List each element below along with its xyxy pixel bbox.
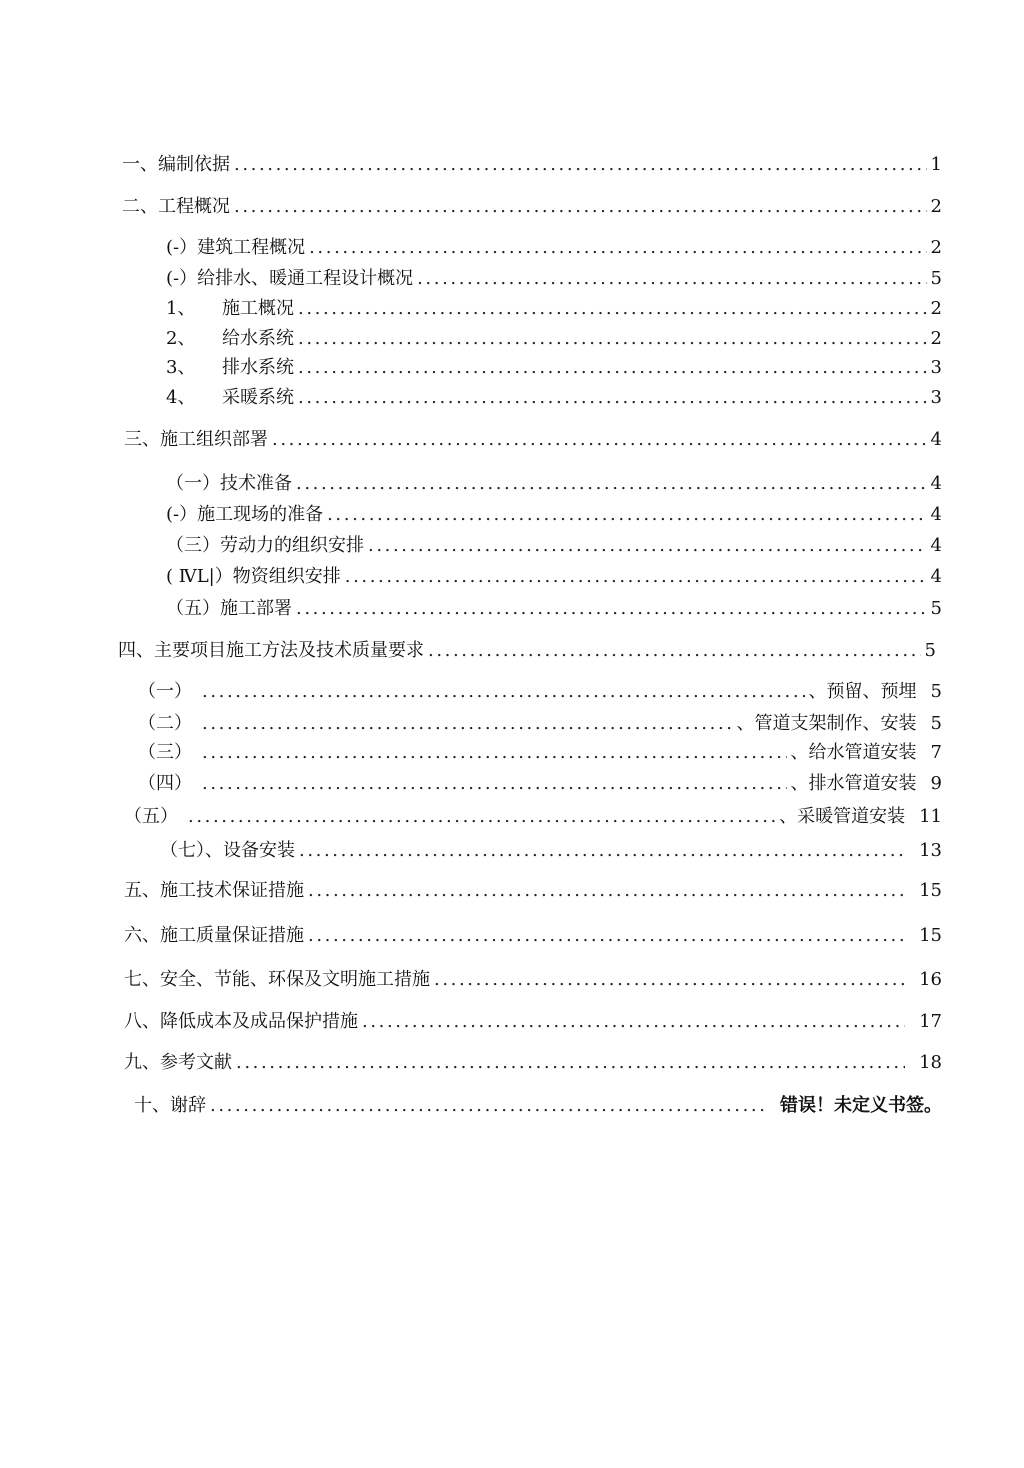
- toc-entry-title: 排水系统: [222, 357, 294, 378]
- toc-entry-prefix: （四）: [138, 773, 192, 794]
- toc-entry-title: 给水系统: [222, 328, 294, 349]
- toc-dot-leader: [272, 425, 927, 455]
- toc-entry[interactable]: [124, 425, 942, 455]
- toc-page-number: 9: [930, 773, 942, 794]
- toc-entry-title: (-）建筑工程概况: [166, 237, 306, 258]
- toc-dot-leader: [428, 636, 921, 666]
- toc-entry[interactable]: [166, 294, 942, 324]
- toc-dot-leader: [234, 192, 927, 222]
- toc-dot-leader: [362, 1007, 905, 1037]
- toc-page-number: 3: [930, 357, 942, 378]
- toc-entry[interactable]: [138, 677, 942, 707]
- toc-page-number: 1: [930, 154, 942, 175]
- toc-entry-title: （一）技术准备: [166, 473, 292, 494]
- toc-dot-leader: [202, 709, 733, 739]
- toc-entry[interactable]: [138, 769, 942, 799]
- toc-entry[interactable]: [124, 802, 942, 832]
- toc-entry[interactable]: [166, 469, 942, 499]
- toc-entry[interactable]: [166, 324, 942, 354]
- toc-page-number: 17: [919, 1011, 942, 1032]
- toc-dot-leader: [188, 802, 775, 832]
- toc-entry[interactable]: [166, 531, 942, 561]
- toc-dot-leader: [202, 738, 787, 768]
- toc-dot-leader: [308, 921, 905, 951]
- toc-dot-leader: [298, 383, 927, 413]
- toc-entry-prefix: 1、: [166, 298, 196, 319]
- toc-entry-title: 五、施工技术保证措施: [124, 880, 304, 901]
- toc-entry-title: 一、编制依据: [122, 154, 230, 175]
- toc-page-number: 2: [930, 237, 942, 258]
- toc-dot-leader: [299, 836, 905, 866]
- toc-dot-leader: [202, 677, 805, 707]
- toc-dot-leader: [202, 769, 787, 799]
- toc-dot-leader: [309, 233, 926, 263]
- toc-entry-title: （三）劳动力的组织安排: [166, 535, 364, 556]
- toc-page-number: 3: [930, 387, 942, 408]
- toc-page-number: 15: [919, 880, 942, 901]
- toc-dot-leader: [298, 294, 927, 324]
- toc-entry-prefix: （五）: [124, 806, 178, 827]
- toc-entry-title: (-）施工现场的准备: [166, 504, 324, 525]
- toc-entry[interactable]: [166, 264, 942, 294]
- toc-page-number: 2: [930, 328, 942, 349]
- toc-entry-title: 三、施工组织部署: [124, 429, 268, 450]
- toc-entry-title: 、排水管道安装: [790, 773, 917, 794]
- toc-dot-leader: [296, 594, 927, 624]
- toc-page-number: 5: [930, 681, 942, 702]
- toc-entry-title: 、采暖管道安装: [779, 806, 906, 827]
- toc-page-number: 11: [919, 806, 942, 827]
- toc-entry[interactable]: [166, 594, 942, 624]
- toc-entry[interactable]: [166, 500, 942, 530]
- toc-entry-title: 、管道支架制作、安装: [736, 713, 917, 734]
- toc-dot-leader: [308, 876, 905, 906]
- toc-dot-leader: [298, 324, 927, 354]
- toc-page-number: 4: [930, 566, 942, 587]
- toc-dot-leader: [298, 353, 927, 383]
- toc-entry[interactable]: [124, 876, 942, 906]
- toc-dot-leader: [210, 1091, 766, 1121]
- toc-entry-title: 、预留、预埋: [808, 681, 917, 702]
- toc-entry-prefix: （一）: [138, 681, 192, 702]
- toc-entry-title: （五）施工部署: [166, 598, 292, 619]
- toc-entry-prefix: （二）: [138, 713, 192, 734]
- toc-dot-leader: [417, 264, 926, 294]
- toc-page-number: 2: [930, 196, 942, 217]
- toc-entry[interactable]: [134, 1091, 942, 1121]
- toc-page-number: 16: [919, 969, 942, 990]
- toc-page-number: 2: [930, 298, 942, 319]
- toc-dot-leader: [368, 531, 927, 561]
- toc-entry[interactable]: [138, 738, 942, 768]
- toc-page-number: 18: [919, 1052, 942, 1073]
- toc-page-error: 错误！未定义书签。: [780, 1095, 942, 1116]
- toc-page-number: 4: [930, 429, 942, 450]
- toc-entry[interactable]: [166, 353, 942, 383]
- toc-entry[interactable]: [122, 150, 942, 180]
- toc-dot-leader: [236, 1048, 905, 1078]
- toc-page-number: 13: [919, 840, 942, 861]
- toc-entry-prefix: （三）: [138, 742, 192, 763]
- toc-entry-title: （七）、设备安装: [160, 840, 295, 861]
- toc-page-number: 4: [930, 504, 942, 525]
- toc-entry-title: ( ⅣL|）物资组织安排: [166, 566, 341, 587]
- toc-entry-title: 九、参考文献: [124, 1052, 232, 1073]
- toc-entry-title: 四、主要项目施工方法及技术质量要求: [118, 640, 424, 661]
- toc-entry[interactable]: [118, 636, 936, 666]
- toc-entry[interactable]: [124, 921, 942, 951]
- toc-page-number: 4: [930, 535, 942, 556]
- toc-page-number: 7: [930, 742, 942, 763]
- toc-page-number: 5: [924, 640, 936, 661]
- toc-entry-title: 二、工程概况: [122, 196, 230, 217]
- toc-page-number: 5: [930, 598, 942, 619]
- toc-page-number: 5: [930, 713, 942, 734]
- toc-page-number: 15: [919, 925, 942, 946]
- toc-entry-title: 八、降低成本及成品保护措施: [124, 1011, 358, 1032]
- toc-entry[interactable]: [138, 709, 942, 739]
- toc-entry-prefix: 4、: [166, 387, 196, 408]
- toc-entry-prefix: 2、: [166, 328, 196, 349]
- toc-entry[interactable]: [166, 562, 942, 592]
- toc-dot-leader: [234, 150, 927, 180]
- toc-entry[interactable]: [124, 1007, 942, 1037]
- toc-dot-leader: [296, 469, 927, 499]
- toc-entry-title: 七、安全、节能、环保及文明施工措施: [124, 969, 430, 990]
- toc-entry[interactable]: [166, 383, 942, 413]
- toc-entry-title: 十、谢辞: [134, 1095, 206, 1116]
- toc-page-number: 5: [930, 268, 942, 289]
- toc-entry[interactable]: [160, 836, 942, 866]
- toc-dot-leader: [434, 965, 905, 995]
- toc-entry[interactable]: [122, 192, 942, 222]
- toc-dot-leader: [345, 562, 927, 592]
- toc-dot-leader: [327, 500, 926, 530]
- toc-entry-prefix: 3、: [166, 357, 196, 378]
- toc-entry-title: 六、施工质量保证措施: [124, 925, 304, 946]
- toc-entry[interactable]: [124, 965, 942, 995]
- toc-entry-title: 采暖系统: [222, 387, 294, 408]
- toc-entry-title: 施工概况: [222, 298, 294, 319]
- toc-entry-title: 、给水管道安装: [790, 742, 917, 763]
- toc-page-number: 4: [930, 473, 942, 494]
- toc-entry[interactable]: [124, 1048, 942, 1078]
- toc-entry[interactable]: [166, 233, 942, 263]
- toc-entry-title: (-）给排水、暖通工程设计概况: [166, 268, 414, 289]
